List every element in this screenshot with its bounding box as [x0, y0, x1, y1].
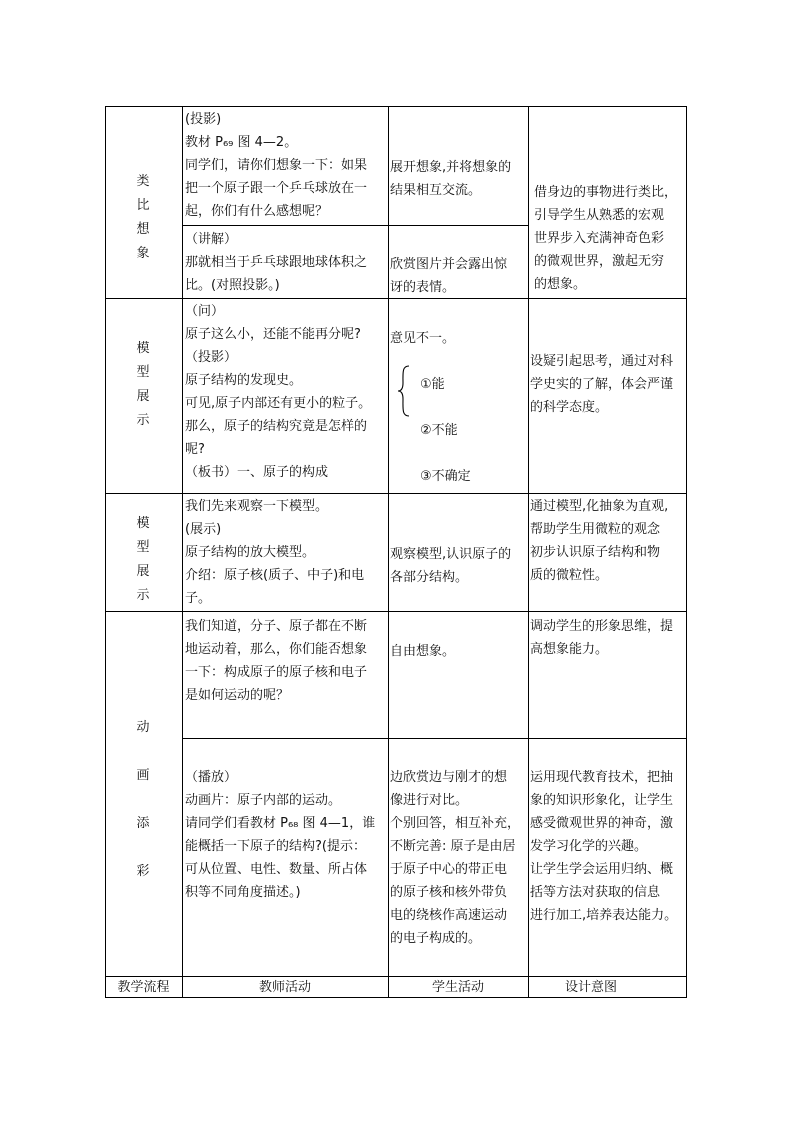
- header-design: 设计意图: [564, 980, 617, 995]
- row-border: [182, 225, 529, 226]
- row-border: [105, 106, 687, 107]
- header-stage: 教学流程: [117, 980, 170, 995]
- row-border: [105, 611, 687, 612]
- stage-label: 类 比 想 象: [136, 174, 150, 261]
- col-border: [182, 106, 183, 998]
- student-activity: 展开想象,并将想象的 结果相互交流。: [390, 160, 512, 198]
- student-activity: 边欣赏边与刚才的想 像进行对比。 个别回答，相互补充， 不断完善: 原子是由居 于原子中心的带正电 的原子核和核外带负 电的绕核作高速运动 的电子构成的。: [390, 770, 521, 946]
- option-item: ①能: [420, 377, 445, 392]
- brace-icon: [397, 365, 411, 417]
- student-activity: 意见不一。: [390, 331, 456, 346]
- design-intent: 借身边的事物进行类比， 引导学生从熟悉的宏观 世界步入充满神奇色彩 的微观世界，激起无穷 的想象。: [534, 185, 678, 292]
- option-item: ②不能: [420, 423, 458, 438]
- stage-label: 模 型 展 示: [136, 341, 150, 428]
- row-border: [105, 976, 687, 977]
- teacher-activity: （讲解） 那就相当于乒乓球跟地球体积之 比。(对照投影。): [185, 232, 368, 293]
- teacher-activity: 我们知道，分子、原子都在不断 地运动着，那么，你们能否想象 一下：构成原子的原子核和电子 是如何运动的呢？: [185, 619, 368, 703]
- design-intent: 运用现代教育技术，把抽 象的知识形象化，让学生 感受微观世界的神奇，激 发学习化学的兴趣。 让学生学会运用归纳、概 括等方法对获取的信息 进行加工,培养表达能力。: [530, 770, 678, 923]
- design-intent: 设疑引起思考，通过对科 学史实的了解，体会严谨 的科学态度。: [530, 354, 674, 415]
- teacher-activity: (投影) 教材 P₆₉ 图 4—2。 同学们，请你们想象一下：如果 把一个原子跟一个乒乓球放在一 起，你们有什么感想呢？: [185, 112, 368, 219]
- col-border: [686, 106, 687, 998]
- student-activity: 自由想象。: [390, 644, 456, 659]
- student-activity: 欣赏图片并会露出惊 讶的表情。: [390, 257, 508, 295]
- stage-label: 模 型 展 示: [136, 516, 150, 603]
- col-border: [528, 106, 529, 998]
- header-teacher: 教师活动: [258, 980, 311, 995]
- design-intent: 调动学生的形象思维，提 高想象能力。: [530, 619, 674, 657]
- row-border: [182, 738, 687, 739]
- header-student: 学生活动: [431, 980, 484, 995]
- student-activity: 观察模型,认识原子的 各部分结构。: [390, 547, 512, 585]
- stage-label: 动 画 添 彩: [136, 720, 150, 879]
- teacher-activity: （问） 原子这么小，还能不能再分呢? （投影） 原子结构的发现史。 可见,原子内部还有更小的粒子。 那么，原子的结构究竟是怎样的 呢? （板书）一、原子的构成: [185, 304, 372, 480]
- col-border: [388, 106, 389, 998]
- option-list: [420, 350, 520, 511]
- row-border: [105, 493, 687, 494]
- option-item: ③不确定: [420, 469, 471, 484]
- teacher-activity: （播放） 动画片：原子内部的运动。 请同学们看教材 P₆₈ 图 4—1，谁 能概括一下原子的结构?(提示： 可从位置、电性、数量、所占体 积等不同角度描述。): [185, 770, 376, 900]
- teacher-activity: 我们先来观察一下模型。 (展示) 原子结构的放大模型。 介绍：原子核(质子、中子)和电 子。: [185, 499, 365, 606]
- design-intent: 通过模型,化抽象为直观, 帮助学生用微粒的观念 初步认识原子结构和物 质的微粒性。: [530, 499, 669, 583]
